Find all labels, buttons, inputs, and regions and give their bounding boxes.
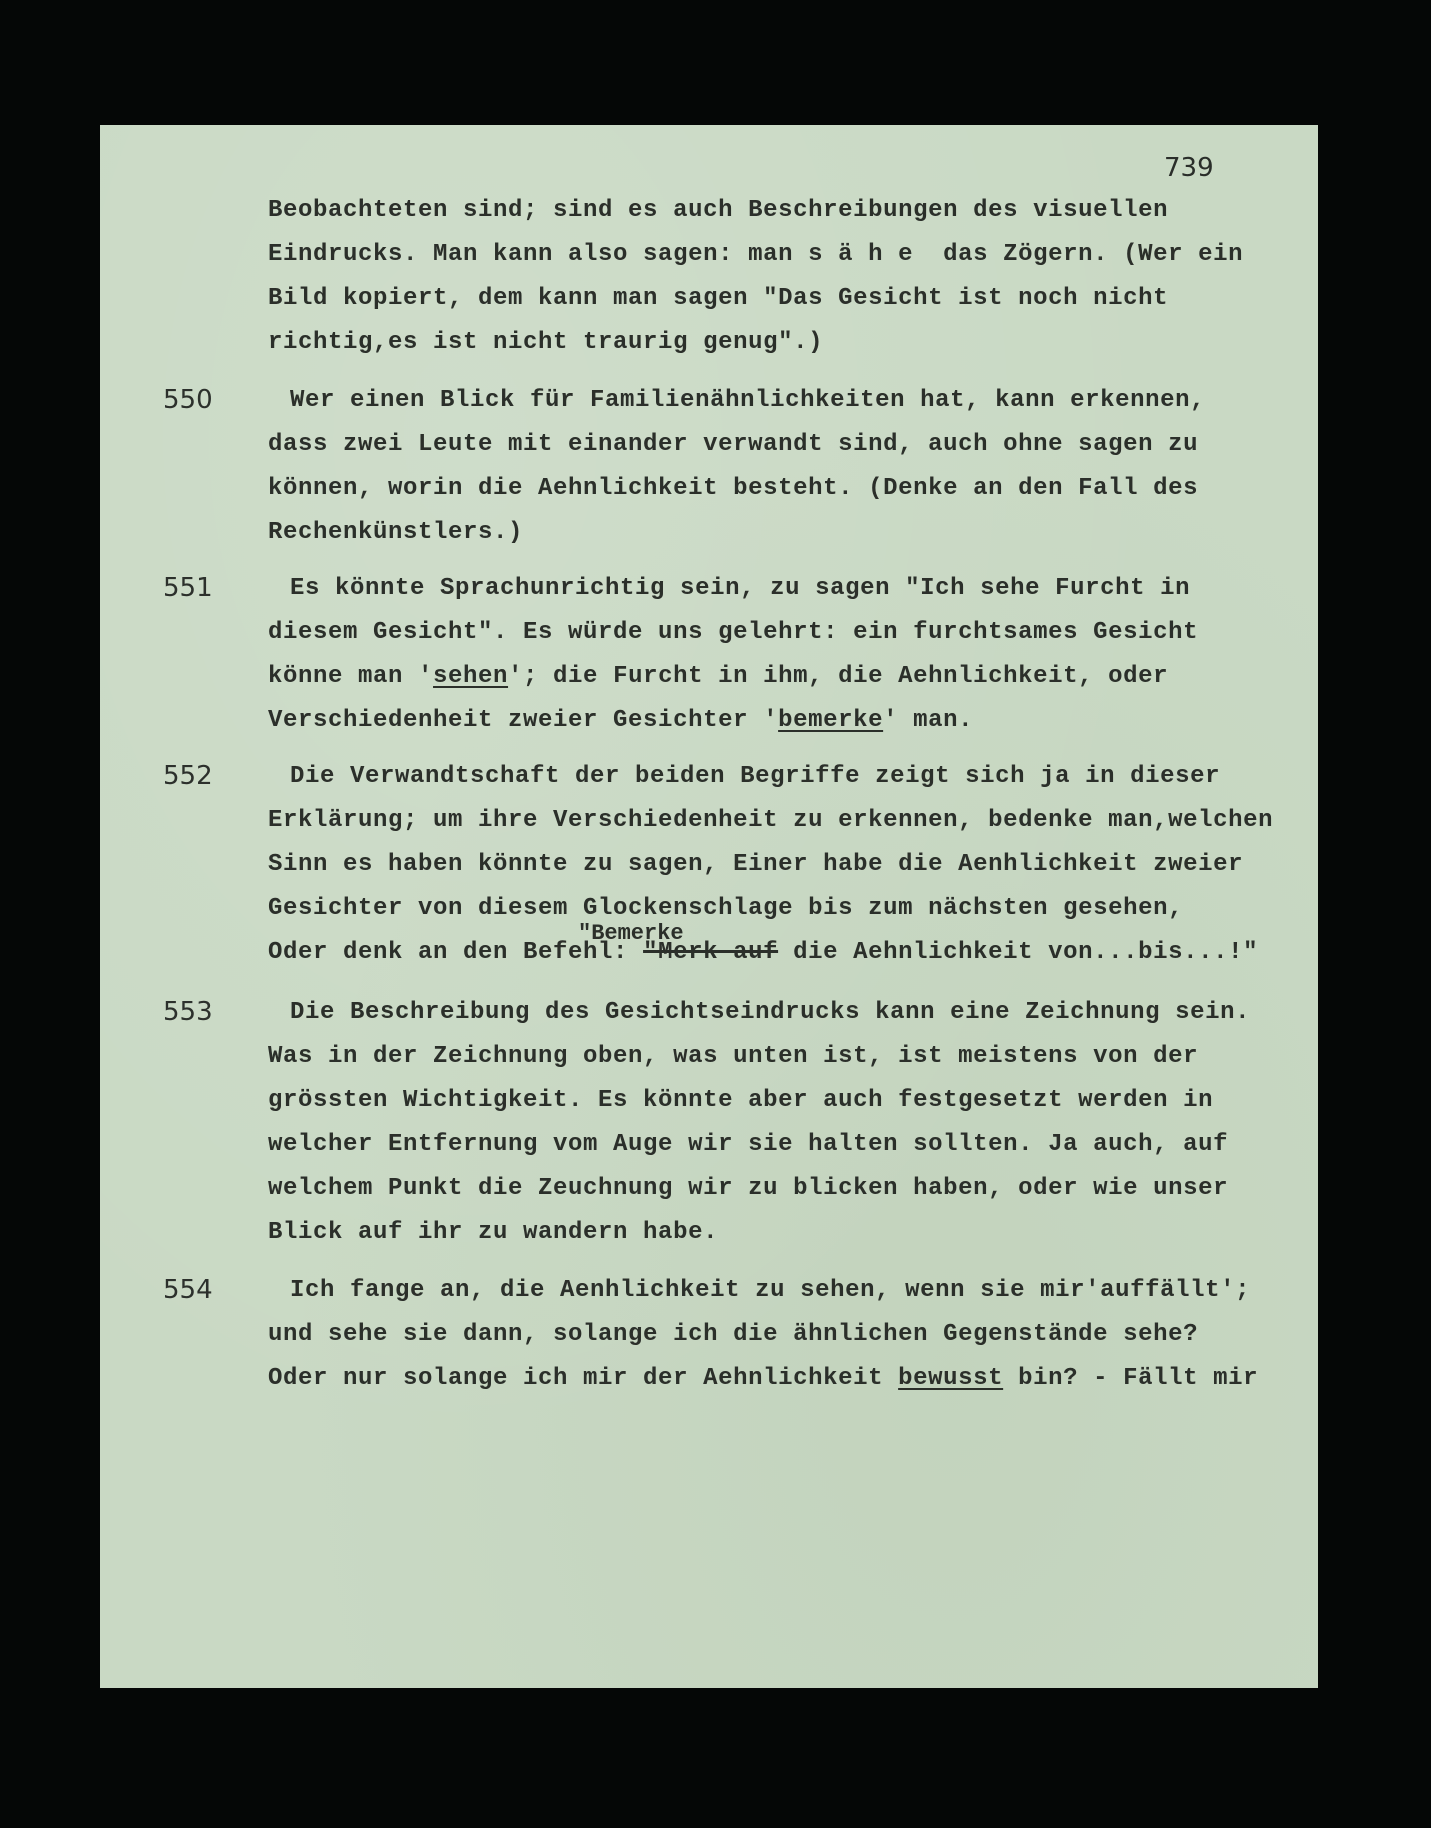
text-line: Sinn es haben könnte zu sagen, Einer habe die Aenhlichkeit zweier <box>268 851 1244 878</box>
text-line: Erklärung; um ihre Verschiedenheit zu erkennen, bedenke man,welchen <box>268 807 1274 834</box>
text-line: welchem Punkt die Zeuchnung wir zu blicken haben, oder wie unser <box>268 1175 1229 1202</box>
text-segment: könne man ' <box>268 663 434 690</box>
text-line: grössten Wichtigkeit. Es könnte aber auch festgesetzt werden in <box>268 1087 1214 1114</box>
text-segment: Verschiedenheit zweier Gesichter ' <box>268 707 779 734</box>
paragraph-number: 552 <box>163 761 213 791</box>
text-line <box>268 663 1168 690</box>
text-line <box>268 707 973 734</box>
text-line: richtig,es ist nicht traurig genug".) <box>268 329 824 356</box>
paragraph-number: 550 <box>163 385 213 415</box>
text-line: diesem Gesicht". Es würde uns gelehrt: ein furchtsames Gesicht <box>268 619 1199 646</box>
struck-text: "Merk auf <box>643 939 779 966</box>
text-segment: die Aehnlichkeit von...bis...!" <box>778 939 1259 966</box>
text-line: Es könnte Sprachunrichtig sein, zu sagen "Ich sehe Furcht in <box>290 575 1191 602</box>
text-line <box>268 939 1258 966</box>
text-line: Wer einen Blick für Familienähnlichkeiten hat, kann erkennen, <box>290 387 1206 414</box>
text-line: Eindrucks. Man kann also sagen: man s ä h e das Zögern. (Wer ein <box>268 241 1244 268</box>
page-number: 739 <box>1164 153 1214 183</box>
text-line: Ich fange an, die Aenhlichkeit zu sehen, wenn sie mir'auffällt'; <box>290 1277 1251 1304</box>
text-line: Die Beschreibung des Gesichtseindrucks kann eine Zeichnung sein. <box>290 999 1251 1026</box>
text-line: dass zwei Leute mit einander verwandt sind, auch ohne sagen zu <box>268 431 1199 458</box>
text-line: Bild kopiert, dem kann man sagen "Das Gesicht ist noch nicht <box>268 285 1169 312</box>
text-line: Was in der Zeichnung oben, was unten ist, ist meistens von der <box>268 1043 1199 1070</box>
text-line: Blick auf ihr zu wandern habe. <box>268 1219 719 1246</box>
text-segment: Oder nur solange ich mir der Aehnlichkeit <box>268 1365 899 1392</box>
text-line: und sehe sie dann, solange ich die ähnlichen Gegenstände sehe? <box>268 1321 1199 1348</box>
text-line: können, worin die Aehnlichkeit besteht. (Denke an den Fall des <box>268 475 1199 502</box>
text-line: Gesichter von diesem Glockenschlage bis zum nächsten gesehen, <box>268 895 1184 922</box>
text-segment: ' man. <box>883 707 974 734</box>
text-line: Beobachteten sind; sind es auch Beschreibungen des visuellen <box>268 197 1169 224</box>
text-line <box>268 1365 1258 1392</box>
text-segment: Oder denk an den Befehl: <box>268 939 644 966</box>
paragraph-number: 551 <box>163 573 213 603</box>
text-line: welcher Entfernung vom Auge wir sie halten sollten. Ja auch, auf <box>268 1131 1229 1158</box>
underlined-word: bemerke <box>778 707 884 734</box>
paragraph-number: 554 <box>163 1275 213 1305</box>
underlined-word: bewusst <box>898 1365 1004 1392</box>
paragraph-number: 553 <box>163 997 213 1027</box>
typescript-page <box>100 125 1318 1688</box>
text-line: Die Verwandtschaft der beiden Begriffe zeigt sich ja in dieser <box>290 763 1221 790</box>
text-segment: bin? - Fällt mir <box>1003 1365 1259 1392</box>
text-segment: '; die Furcht in ihm, die Aehnlichkeit, oder <box>508 663 1169 690</box>
text-line: Rechenkünstlers.) <box>268 519 524 546</box>
underlined-word: sehen <box>433 663 509 690</box>
interlinear-insertion: "Bemerke <box>578 921 684 946</box>
